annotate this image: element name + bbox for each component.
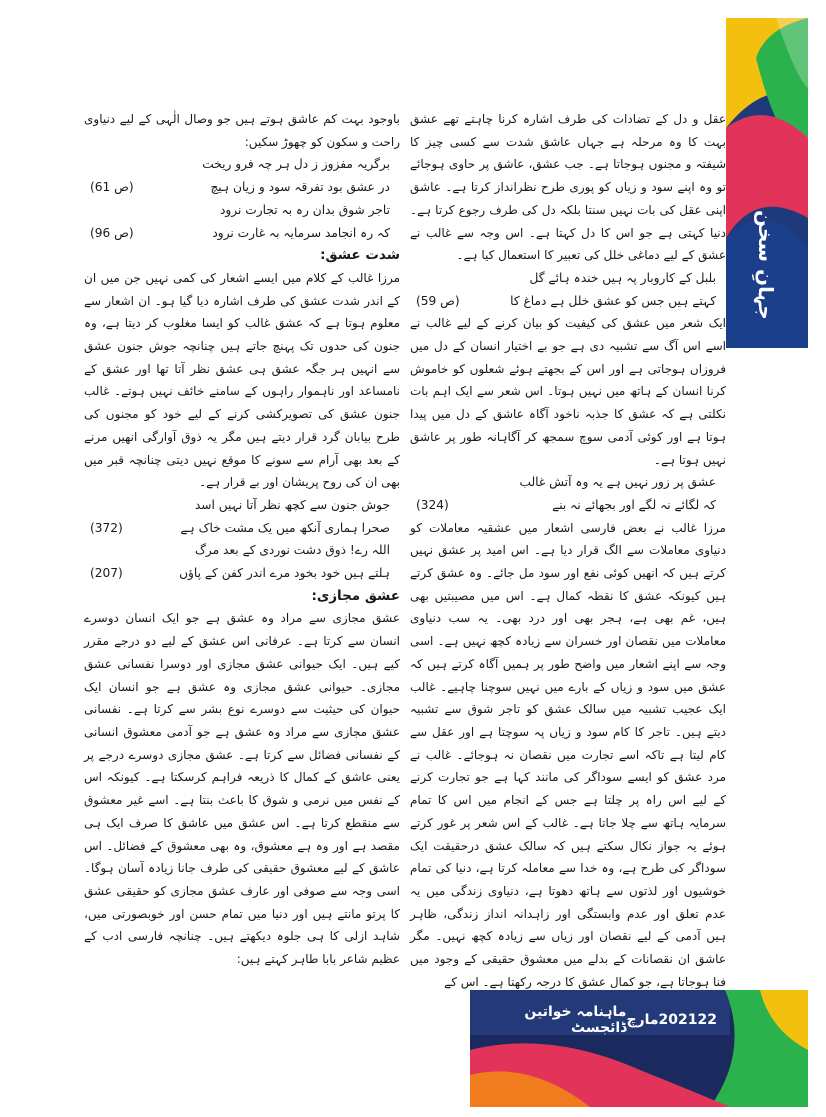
verse-line [84, 562, 400, 585]
page-reference: (324) [416, 497, 449, 512]
verse-line [410, 290, 726, 313]
verse-line [84, 199, 400, 222]
body-paragraph: ایک شعر میں عشق کی کیفیت کو بیان کرنے کے لیے غالب نے اسے اس آگ سے تشبیہ دی ہے جو بے اختیار انسان کے دل میں فروزاں ہوجاتی ہے اور اس کے بجھتے ہوئے شعلوں کو خاموش کرنا انسان کے ہاتھ میں نہیں ہوتا۔ اس شعر سے ایک اہم بات نکلتی ہے کہ عشق کا جذبہ ناخود آگاہ عاشق کے دل میں پیدا ہوتا ہے اور کوئی آدمی سوچ سمجھ کر آگاہانہ طور پر عاشق نہیں ہوتا ہے۔ [410, 316, 726, 467]
verse-text: جوش جنون سے کچھ نظر آتا نہیں اسد [194, 497, 390, 512]
verse-text: تاجر شوق بدان رہ بہ تجارت نرود [219, 202, 390, 217]
article-column-left [84, 108, 400, 971]
verse-line [410, 471, 726, 494]
verse-line [84, 176, 400, 199]
verse-line [84, 222, 400, 245]
verse-text: کہ رہ انجامد سرمایہ بہ غارت نرود [212, 225, 390, 240]
body-paragraph: باوجود بہت کم عاشق ہوتے ہیں جو وصال الٰہی کے لیے دنیاوی راحت و سکون کو چھوڑ سکیں: [84, 112, 400, 149]
verse-line [84, 517, 400, 540]
section-label: جہانِ سخن [754, 210, 778, 320]
page-reference: (ص 61) [90, 180, 134, 195]
article-column-right [410, 108, 726, 993]
verse-line [410, 494, 726, 517]
issue-month: مارچ [626, 1012, 659, 1028]
verse-text: برگریہ مفزوز ز دل ہر چہ فرو ریخت [202, 157, 390, 172]
verse-text: کہتے ہیں جس کو عشق خلل ہے دماغ کا [510, 293, 716, 308]
body-paragraph: مرزا غالب نے بعض فارسی اشعار میں عشقیہ معاملات کو دنیاوی معاملات سے الگ قرار دیا ہے۔ اس امید پر عشق نہیں کرتے ہیں کہ انھیں کوئی نفع اور سود مل جائے۔ وہ عشق کرتے ہیں کیونکہ عشق کا نقطہ کمال ہے۔ اس میں مصیبتیں بھی ہیں، غم بھی ہے، ہجر بھی اور درد بھی۔ یہ سب دنیاوی معاملات میں نقصان اور خسران سے زیادہ کچھ نہیں ہے۔ اسی وجہ سے اپنے اشعار میں واضح طور پر ہمیں آگاہ کرتے ہیں کہ عشق میں سود و زیاں کے بارے میں نہیں سوچنا چاہیے۔ غالب ایک عجیب تشبیہ میں سالک عشق کو تاجر شوق سے تشبیہ دیتے ہیں۔ تاجر کا کام سود و زیاں پہ سوچتا ہے اور عقل سے کام لیتا ہے تاکہ اسے تجارت میں نقصان نہ ہوجائے۔ غالب نے مرد عشق کو ایسے سوداگر کی مانند کہا ہے جو تجارت کرنے کے لیے اس راہ پر چلتا ہے جس کے انجام میں اس کا تمام سرمایہ ہاتھ سے چلا جاتا ہے۔ غالب کے اس شعر پر غور کرتے ہوئے یہ جواز نکال سکتے ہیں کہ سالک عشق درحقیقت ایک سوداگر کی طرح ہے، وہ خدا سے معاملہ کرتا ہے، دنیا کی تمام خوشیوں اور لذتوں سے ہاتھ دھوتا ہے، دنیاوی زندگی میں یہ عدم تعلق اور عدم وابستگی اور زاہدانہ انداز زندگی، ظاہر ہیں آدمی کے لیے نقصان اور زیاں سے زیادہ کچھ نہیں۔ مگر عاشق ان نقصانات کے بدلے میں معشوق حقیقی کے وجود میں فنا ہوجاتا ہے، جو کمال عشق کا درجہ رکھتا ہے۔ اس کے [410, 520, 726, 989]
verse-text: اللہ رے! ذوق دشت نوردی کے بعد مرگ [195, 543, 390, 558]
page-number: 22 [697, 1012, 717, 1028]
verse-line [410, 267, 726, 290]
verse-line [84, 539, 400, 562]
verse-line [84, 153, 400, 176]
magazine-name: ماہنامہ خواتین ڈائجسٹ [524, 1004, 627, 1036]
body-paragraph: عشق مجازی سے مراد وہ عشق ہے جو ایک انسان دوسرے انسان سے کرتا ہے۔ عرفانی اس عشق کے لیے دو درجے مقرر کیے ہیں۔ ایک حیوانی عشق مجازی اور دوسرا نفسانی عشق مجازی۔ حیوانی عشق مجازی وہ عشق ہے جو انسان ایک حیوان کی حیثیت سے دوسرے نوع بشر سے کرتا ہے۔ نفسانی عشق مجازی سے مراد وہ عشق ہے جو آدمی معشوق انسانی کے نفسانی فضائل سے کرتا ہے۔ عشق مجازی دوسرے درجے پر یعنی عاشق کے کمال کا ذریعہ فراہم کرسکتا ہے۔ کیونکہ اس کے نفس میں نرمی و شوق کا باعث بنتا ہے۔ اسے غیر معشوق سے منقطع کرتا ہے۔ اس عشق میں عاشق کا صرف ایک ہی مقصد ہے اور وہ ہے معشوق، وہ بھی معشوق کے فضائل۔ اس عاشق کے لیے معشوق حقیقی کی طرف جانا زیادہ آسان ہوگا۔ اسی وجہ سے صوفی اور عارف عشق مجازی کو حقیقی عشق کا پرتو مانتے ہیں اور دنیا میں تمام حسن اور خوبصورتی میں، شاہد ازلی کا ہی جلوہ دیکھتے ہیں۔ چنانچہ فارسی ادب کے عظیم شاعر بابا طاہر کہتے ہیں: [84, 611, 400, 967]
section-heading: شدت عشق: [320, 247, 400, 264]
verse-text: صحرا ہماری آنکھ میں یک مشت خاک ہے [180, 520, 390, 535]
verse-text: در عشق بود تفرقہ سود و زیان ہیچ [210, 180, 390, 195]
verse-line [84, 494, 400, 517]
page-reference: (207) [90, 566, 123, 581]
page-reference: (372) [90, 520, 123, 535]
section-heading: عشق مجازی: [311, 587, 400, 604]
verse-text: بلبل کے کاروبار پہ ہیں خندہ ہائے گل [529, 270, 716, 285]
verse-text: عشق پر زور نہیں ہے یہ وہ آتش غالب [519, 475, 716, 490]
page-reference: (ص 96) [90, 225, 134, 240]
body-paragraph: مرزا غالب کے کلام میں ایسے اشعار کی کمی نہیں جن میں ان کے اندر شدت عشق کی طرف اشارہ دیا گیا ہو۔ ان اشعار سے معلوم ہوتا ہے کہ عشق غالب کو ایسا مغلوب کر دیتا ہے، وہ جنون کی حدوں تک پہنچ جاتے ہیں چنانچہ جوش جنون عشق سے انہیں ہر جگہ عشق ہی عشق نظر آتا تھا اور عشق کے نامساعد اور ناہموار راہوں کے سامنے خائف نہیں ہوتے۔ غالب جنون عشق کی تصویرکشی کرنے کے لیے خود کو مجنوں کی طرح بیابان گرد قرار دیتے ہیں مگر یہ ذوق آوارگی انھیں مرنے کے بعد بھی آرام سے سونے کا موقع نہیں دیتی چنانچہ قبر میں بھی ان کی روح پریشان اور بے قرار ہے۔ [84, 270, 400, 490]
issue-year: 2021 [658, 1012, 698, 1028]
page-reference: (ص 59) [416, 293, 460, 308]
body-paragraph: عقل و دل کے تضادات کی طرف اشارہ کرنا چاہتے تھے عشق بہت کا وہ مرحلہ ہے جہاں عاشق شدت سے کسی چیز کا شیفتہ و مجنوں ہوجاتا ہے۔ جب عشق، عاشق پر حاوی ہوجائے تو وہ اپنے سود و زیاں کو پوری طرح نظرانداز کرتا ہے۔ عاشق اپنی عقل کی بات نہیں سنتا بلکہ دل کی طرف رجوع کرتا ہے۔ دنیا کہتی ہے جو اس کا دل کہتا ہے۔ اس وجہ سے غالب نے عشق کے لیے دماغی خلل کی تعبیر کا استعمال کیا ہے۔ [410, 112, 726, 263]
verse-text: ہلتے ہیں خود بخود مرے اندر کفن کے پاؤں [179, 566, 390, 581]
footer-bar [470, 1006, 725, 1034]
verse-text: کہ لگائے نہ لگے اور بجھائے نہ بنے [552, 497, 716, 512]
